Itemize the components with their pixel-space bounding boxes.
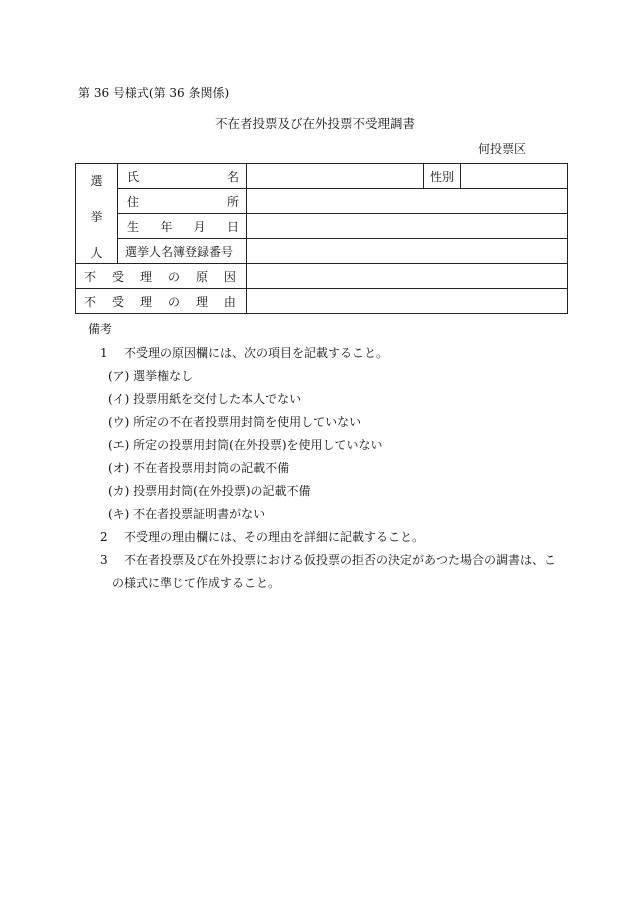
rejection-reason-label: 不 受 理 の 理 由 — [76, 289, 247, 314]
table-row-birth — [76, 214, 568, 239]
table-row-address — [76, 189, 568, 214]
registry-number-label: 選挙人名簿登録番号 — [118, 239, 247, 264]
birthdate-field[interactable] — [247, 214, 568, 239]
document-title: 不在者投票及び在外投票不受理調書 — [214, 116, 415, 131]
list-item: (オ) 不在者投票用封筒の記載不備 — [108, 461, 290, 475]
elector-group-label — [76, 164, 118, 264]
remarks-note-1: 1 不受理の原因欄には、次の項目を記載すること。 — [100, 346, 389, 360]
table-row-reason — [76, 289, 568, 314]
form-number: 第 36 号様式(第 36 条関係) — [78, 86, 230, 100]
list-item: (キ) 不在者投票証明書がない — [108, 507, 266, 521]
remarks-note-2: 2 不受理の理由欄には、その理由を詳細に記載すること。 — [100, 530, 425, 544]
gender-label: 性別 — [424, 164, 461, 189]
record-table — [75, 163, 568, 314]
registry-number-field[interactable] — [247, 239, 568, 264]
list-item: (カ) 投票用封筒(在外投票)の記載不備 — [108, 484, 311, 498]
gender-field[interactable] — [461, 164, 568, 189]
address-label: 住 所 — [118, 189, 247, 214]
list-item: (イ) 投票用紙を交付した本人でない — [108, 392, 302, 406]
rejection-cause-label: 不 受 理 の 原 因 — [76, 264, 247, 289]
table-row-cause — [76, 264, 568, 289]
remarks-note-3: 3 不在者投票及び在外投票における仮投票の拒否の決定があつた場合の調書は、こ — [100, 553, 557, 567]
group-char: 選 — [90, 174, 103, 188]
table-row-name — [76, 164, 568, 189]
birthdate-label: 生 年 月 日 — [118, 214, 247, 239]
remarks-heading: 備考 — [88, 322, 113, 336]
table-row-registry — [76, 239, 568, 264]
name-label: 氏 名 — [118, 164, 247, 189]
group-char: 人 — [90, 246, 103, 260]
rejection-reason-field[interactable] — [247, 289, 568, 314]
list-item: (ウ) 所定の不在者投票用封筒を使用していない — [108, 415, 362, 429]
name-field[interactable] — [247, 164, 424, 189]
rejection-cause-field[interactable] — [247, 264, 568, 289]
list-item: (エ) 所定の投票用封筒(在外投票)を使用していない — [108, 438, 383, 452]
address-field[interactable] — [247, 189, 568, 214]
polling-district-label: 何投票区 — [478, 142, 527, 156]
group-char: 挙 — [90, 210, 103, 224]
list-item: (ア) 選挙権なし — [108, 369, 194, 383]
remarks-note-3-continued: の様式に準じて作成すること。 — [112, 576, 281, 590]
